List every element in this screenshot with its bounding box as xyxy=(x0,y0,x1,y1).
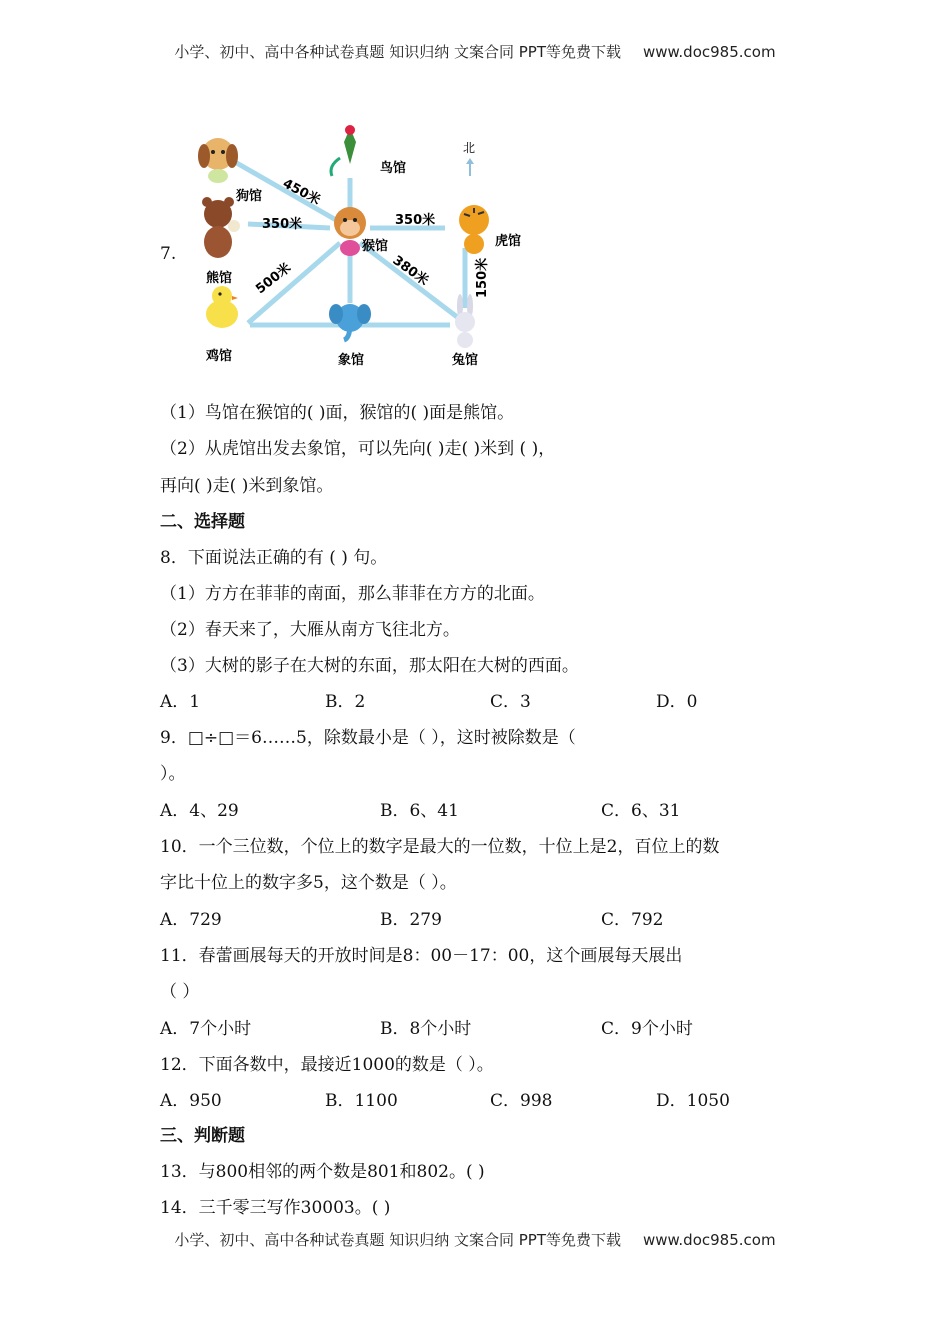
q9-option-c: C．6、31 xyxy=(601,801,681,821)
q12-option-c: C．998 xyxy=(490,1091,553,1111)
q12-stem: 12．下面各数中，最接近1000的数是（ ）。 xyxy=(160,1055,494,1075)
q13-stem: 13．与800相邻的两个数是801和802。( ) xyxy=(160,1162,485,1182)
dist-monkey-tiger: 350米 xyxy=(395,213,436,228)
label-chicken: 鸡馆 xyxy=(206,349,233,364)
page-footer xyxy=(0,1229,950,1250)
q9-option-b: B．6、41 xyxy=(380,801,459,821)
q7-sub1: （1）鸟馆在猴馆的( )面，猴馆的( )面是熊馆。 xyxy=(160,403,515,423)
q8-option-b: B．2 xyxy=(325,692,366,712)
section-3-title: 三、判断题 xyxy=(160,1126,245,1146)
q12-option-d: D．1050 xyxy=(656,1091,730,1111)
label-bird: 鸟馆 xyxy=(380,161,407,176)
q7-number: 7. xyxy=(160,244,177,264)
footer-text: 小学、初中、高中各种试卷真题 知识归纳 文案合同 PPT等免费下载 xyxy=(174,1231,621,1249)
path-monkey-rabbit xyxy=(360,243,465,323)
q8-statement-2: （2）春天来了，大雁从南方飞往北方。 xyxy=(160,620,460,640)
q8-option-c: C．3 xyxy=(490,692,531,712)
q11-stem-line1: 11．春蕾画展每天的开放时间是8：00－17：00，这个画展每天展出 xyxy=(160,946,683,966)
q10-stem-line2: 字比十位上的数字多5，这个数是（ ）。 xyxy=(160,873,457,893)
page-header xyxy=(0,41,950,62)
bear-figure xyxy=(202,197,240,258)
q8-stem: 8．下面说法正确的有 ( ) 句。 xyxy=(160,548,388,568)
q10-stem-line1: 10．一个三位数，个位上的数字是最大的一位数，十位上是2，百位上的数 xyxy=(160,837,720,857)
q7-sub2a: （2）从虎馆出发去象馆，可以先向( )走( )米到 ( )， xyxy=(160,439,556,459)
dist-tiger-rabbit: 150米 xyxy=(475,257,490,298)
q8-statement-1: （1）方方在菲菲的南面，那么菲菲在方方的北面。 xyxy=(160,584,545,604)
header-site: www.doc985.com xyxy=(642,43,776,61)
bird-figure xyxy=(331,125,356,176)
section-2-title: 二、选择题 xyxy=(160,512,245,532)
dist-bear-monkey: 350米 xyxy=(262,217,303,232)
label-bear: 熊馆 xyxy=(206,271,233,286)
q10-option-a: A．729 xyxy=(160,910,222,930)
q8-option-d: D．0 xyxy=(656,692,698,712)
zoo-map xyxy=(190,118,540,378)
dist-chicken-monkey: 500米 xyxy=(253,260,295,298)
q11-option-a: A．7个小时 xyxy=(160,1019,252,1039)
q9-stem-line2: ）。 xyxy=(160,764,186,784)
q10-option-b: B．279 xyxy=(380,910,442,930)
label-monkey: 猴馆 xyxy=(362,239,389,254)
footer-site: www.doc985.com xyxy=(642,1231,776,1249)
elephant-figure xyxy=(329,304,371,340)
q11-option-c: C．9个小时 xyxy=(601,1019,693,1039)
q8-option-a: A．1 xyxy=(160,692,201,712)
q9-option-a: A．4、29 xyxy=(160,801,239,821)
label-north: 北 xyxy=(463,141,476,155)
q11-option-b: B．8个小时 xyxy=(380,1019,472,1039)
q8-statement-3: （3）大树的影子在大树的东面，那太阳在大树的西面。 xyxy=(160,656,579,676)
chicken-figure xyxy=(206,286,238,328)
q12-option-a: A．950 xyxy=(160,1091,222,1111)
q14-stem: 14．三千零三写作30003。( ) xyxy=(160,1198,391,1218)
dog-figure xyxy=(198,138,238,183)
dist-dog-monkey: 450米 xyxy=(280,176,323,209)
q10-option-c: C．792 xyxy=(601,910,664,930)
q12-option-b: B．1100 xyxy=(325,1091,398,1111)
label-elephant: 象馆 xyxy=(338,353,365,368)
label-rabbit: 兔馆 xyxy=(452,353,479,368)
north-arrow xyxy=(466,158,474,176)
header-text: 小学、初中、高中各种试卷真题 知识归纳 文案合同 PPT等免费下载 xyxy=(174,43,621,61)
q7-sub2b: 再向( )走( )米到象馆。 xyxy=(160,476,334,496)
tiger-figure xyxy=(459,205,489,254)
label-dog: 狗馆 xyxy=(236,189,263,204)
q9-stem-line1: 9．□÷□＝6……5，除数最小是（ ），这时被除数是（ xyxy=(160,728,576,748)
dist-monkey-rabbit: 380米 xyxy=(389,253,431,289)
label-tiger: 虎馆 xyxy=(495,234,522,249)
q11-stem-line2: （ ） xyxy=(160,982,200,1002)
